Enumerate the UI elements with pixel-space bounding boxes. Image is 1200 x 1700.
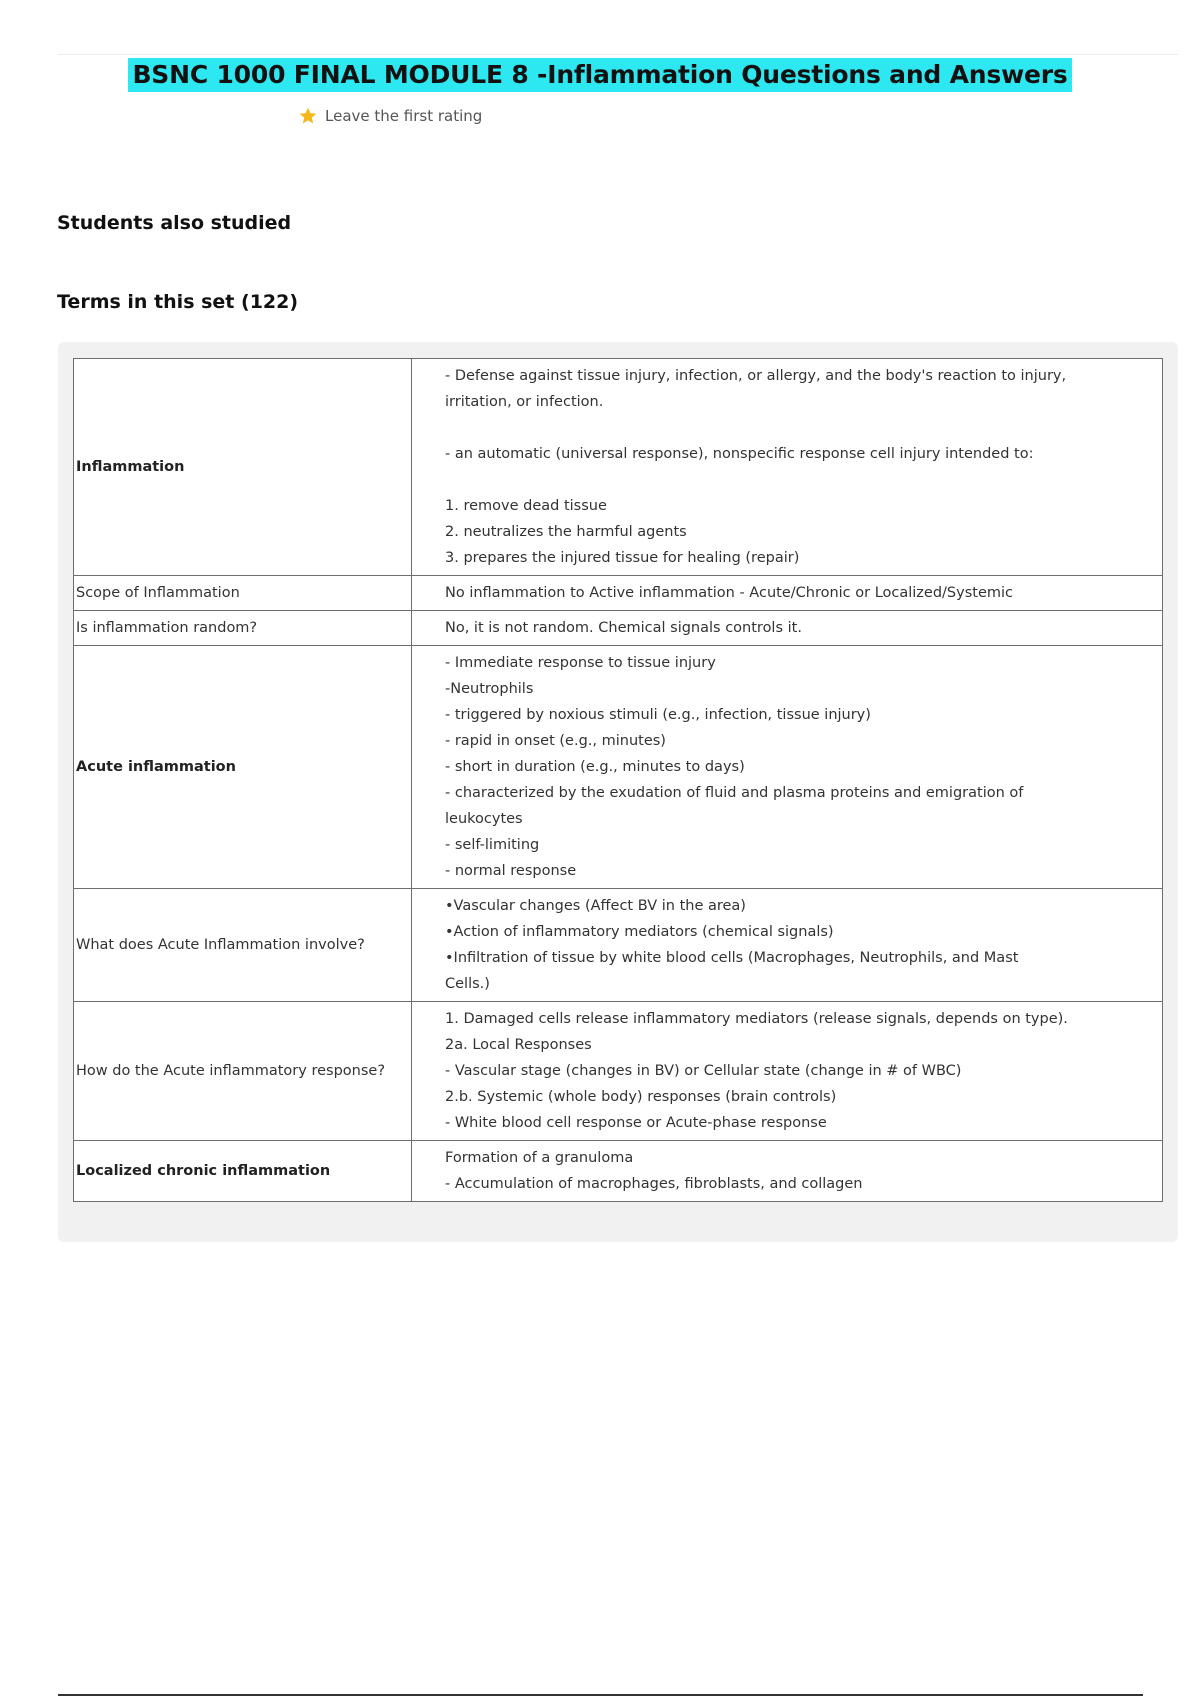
term-row (74, 611, 1163, 646)
definition-line: •Action of inflammatory mediators (chemical signals) (445, 924, 834, 940)
definition-line: - Vascular stage (changes in BV) or Cellular state (change in # of WBC) (445, 1063, 962, 1079)
definition-cell (412, 1141, 1163, 1202)
definition-line: - Immediate response to tissue injury (445, 655, 716, 671)
definition-line: - an automatic (universal response), nonspecific response cell injury intended to: (445, 446, 1034, 462)
definition-line: 2. neutralizes the harmful agents (445, 524, 687, 540)
term-row (74, 1141, 1163, 1202)
definition-line: - short in duration (e.g., minutes to days) (445, 759, 745, 775)
definition-line: - triggered by noxious stimuli (e.g., infection, tissue injury) (445, 707, 871, 723)
definition-spacer (445, 467, 1152, 493)
term-cell: Scope of Inflammation (74, 576, 412, 611)
term-cell: What does Acute Inflammation involve? (74, 889, 412, 1002)
term-row (74, 889, 1163, 1002)
term-row (74, 646, 1163, 889)
definition-line: - self-limiting (445, 837, 540, 853)
terms-table (73, 358, 1163, 1202)
definition-line: 3. prepares the injured tissue for healing (repair) (445, 550, 800, 566)
top-divider (58, 54, 1178, 55)
term-cell: Acute inflammation (74, 646, 412, 889)
term-row (74, 1002, 1163, 1141)
star-icon (298, 106, 318, 126)
term-row (74, 576, 1163, 611)
definition-cell (412, 576, 1163, 611)
definition-line: - normal response (445, 863, 577, 879)
definition-line: No, it is not random. Chemical signals controls it. (445, 620, 802, 636)
definition-line: - rapid in onset (e.g., minutes) (445, 733, 666, 749)
definition-line: - Defense against tissue injury, infection, or allergy, and the body's reaction to injury, (445, 368, 1067, 384)
definition-line: 2a. Local Responses (445, 1037, 592, 1053)
definition-line: -Neutrophils (445, 681, 534, 697)
term-row (74, 359, 1163, 576)
definition-spacer (445, 415, 1152, 441)
definition-line: •Infiltration of tissue by white blood cells (Macrophages, Neutrophils, and Mast (445, 950, 1019, 966)
definition-line: 1. remove dead tissue (445, 498, 607, 514)
rating-text: Leave the first rating (325, 107, 483, 125)
definition-line: 2.b. Systemic (whole body) responses (brain controls) (445, 1089, 837, 1105)
definition-line: No inflammation to Active inflammation - Acute/Chronic or Localized/Systemic (445, 585, 1013, 601)
term-cell: Localized chronic inflammation (74, 1141, 412, 1202)
definition-line: •Vascular changes (Affect BV in the area) (445, 898, 746, 914)
definition-line: 1. Damaged cells release inflammatory mediators (release signals, depends on type). (445, 1011, 1068, 1027)
title-container (0, 58, 1200, 92)
bottom-divider (58, 1694, 1143, 1696)
terms-table-body (74, 359, 1163, 1202)
page-title: BSNC 1000 FINAL MODULE 8 -Inflammation Questions and Answers (128, 58, 1071, 92)
definition-line: - White blood cell response or Acute-phase response (445, 1115, 827, 1131)
students-also-studied-heading: Students also studied (57, 212, 292, 234)
definition-cell (412, 646, 1163, 889)
definition-line: Cells.) (445, 976, 490, 992)
definition-cell (412, 359, 1163, 576)
rating-link[interactable] (298, 106, 482, 126)
term-cell: How do the Acute inflammatory response? (74, 1002, 412, 1141)
definition-line: leukocytes (445, 811, 523, 827)
term-cell: Is inflammation random? (74, 611, 412, 646)
term-cell: Inflammation (74, 359, 412, 576)
definition-line: - characterized by the exudation of fluid and plasma proteins and emigration of (445, 785, 1024, 801)
definition-line: irritation, or infection. (445, 394, 604, 410)
definition-cell (412, 611, 1163, 646)
terms-heading: Terms in this set (122) (57, 291, 299, 313)
definition-line: - Accumulation of macrophages, fibroblasts, and collagen (445, 1176, 863, 1192)
definition-line: Formation of a granuloma (445, 1150, 634, 1166)
definition-cell (412, 1002, 1163, 1141)
definition-cell (412, 889, 1163, 1002)
